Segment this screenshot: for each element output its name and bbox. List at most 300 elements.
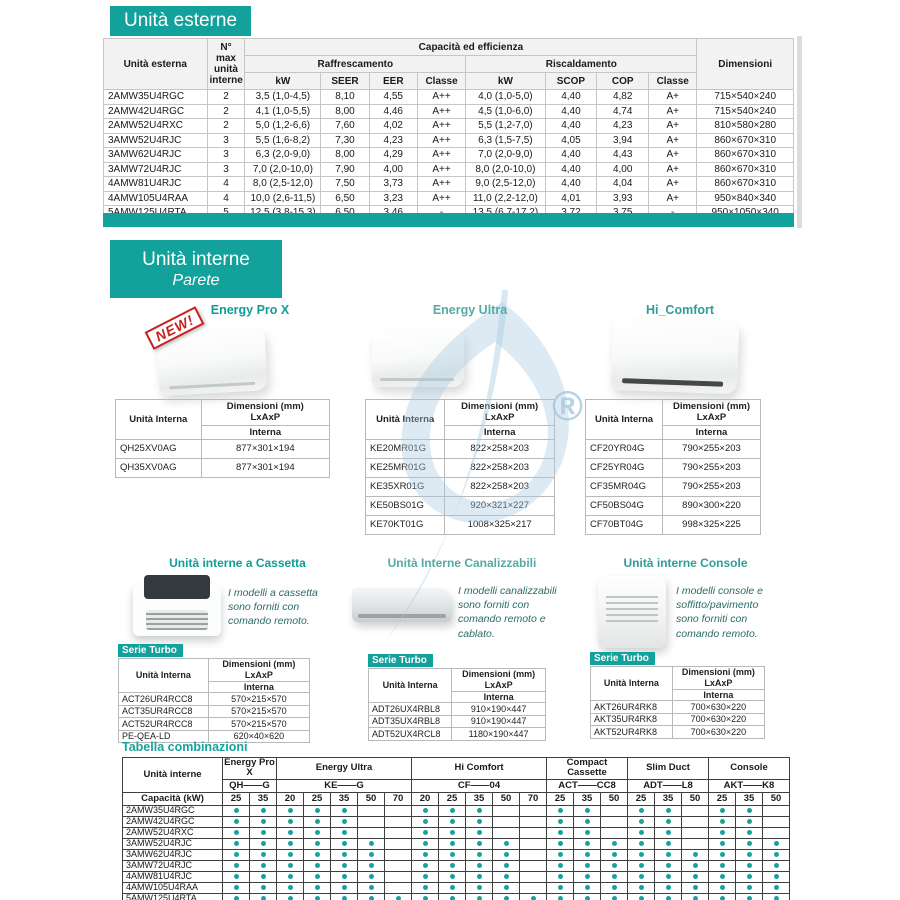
combo-cell <box>736 838 763 849</box>
table-row <box>586 497 761 516</box>
combo-cell <box>601 827 628 838</box>
compat-dot <box>261 830 266 835</box>
compat-dot <box>639 863 644 868</box>
dim-line1: Dimensioni (mm) <box>672 401 751 412</box>
table-cell: 3,73 <box>369 177 417 192</box>
compat-dot <box>369 841 374 846</box>
compat-dot <box>261 808 266 813</box>
compat-dot <box>261 841 266 846</box>
unit-col-header: Unità Interna <box>116 400 202 440</box>
console-table-body <box>591 701 765 739</box>
table-footer-bar <box>103 213 794 227</box>
combo-cell <box>655 893 682 900</box>
cassette-grille <box>146 610 208 630</box>
table-cell: 877×301×194 <box>201 440 329 459</box>
combo-cell <box>277 816 304 827</box>
table-row <box>366 440 555 459</box>
combo-cell <box>655 882 682 893</box>
combo-capacity-col: 50 <box>358 792 385 805</box>
table-cell: 3AMW52U4RJC <box>104 133 208 148</box>
table-row <box>586 516 761 535</box>
combo-cell <box>358 827 385 838</box>
combo-cell <box>736 827 763 838</box>
combo-cell <box>547 871 574 882</box>
table-cell: 822×258×203 <box>445 478 555 497</box>
combo-cell <box>736 882 763 893</box>
compat-dot <box>747 841 752 846</box>
table-cell: 2AMW52U4RXC <box>104 119 208 134</box>
table-cell: 11,0 (2,2-12,0) <box>466 191 545 206</box>
table-row <box>104 162 794 177</box>
combo-cell <box>682 893 709 900</box>
table-cell: AKT52UR4RK8 <box>591 726 673 739</box>
combo-row <box>123 849 790 860</box>
heating-group-header: Riscaldamento <box>466 56 697 73</box>
compat-dot <box>747 852 752 857</box>
table-row <box>369 715 546 728</box>
compat-dot <box>477 841 482 846</box>
cassette-table <box>118 658 310 743</box>
col-classe-heating: Classe <box>649 73 697 90</box>
combo-capacity-col: 50 <box>601 792 628 805</box>
table-cell: 3,93 <box>597 191 649 206</box>
compat-dot <box>693 863 698 868</box>
indoor-title-line2: Parete <box>172 271 220 289</box>
combo-cell <box>763 816 790 827</box>
energy-ultra-body <box>366 440 555 535</box>
compat-dot <box>558 819 563 824</box>
compat-dot <box>369 852 374 857</box>
table-cell: 5,5 (1,6-8,2) <box>245 133 321 148</box>
compat-dot <box>747 830 752 835</box>
dim-line1: Dimensioni (mm) <box>681 667 755 677</box>
combo-header-row <box>123 792 790 805</box>
compat-dot <box>477 808 482 813</box>
compat-dot <box>666 874 671 879</box>
combo-cell <box>547 849 574 860</box>
table-cell: 2AMW35U4RGC <box>104 90 208 105</box>
combo-cell <box>412 893 439 900</box>
combo-cell <box>439 816 466 827</box>
console-unit-image <box>598 576 666 648</box>
combo-cell <box>655 805 682 816</box>
table-row <box>116 459 330 478</box>
combo-cell <box>412 849 439 860</box>
combo-row <box>123 827 790 838</box>
compat-dot <box>342 808 347 813</box>
table-cell: ACT26UR4RCC8 <box>119 693 209 706</box>
compat-dot <box>639 841 644 846</box>
compat-dot <box>234 896 239 900</box>
compat-dot <box>774 885 779 890</box>
table-cell: 790×255×203 <box>663 440 761 459</box>
combo-cell <box>709 871 736 882</box>
compat-dot <box>423 863 428 868</box>
table-cell: 5,5 (1,2-7,0) <box>466 119 545 134</box>
combo-cell <box>736 860 763 871</box>
combo-cell <box>601 882 628 893</box>
col-kw-cooling: kW <box>245 73 321 90</box>
compat-dot <box>288 841 293 846</box>
combo-cell <box>385 871 412 882</box>
combo-group-code: QH——G <box>223 779 277 792</box>
cassette-serie-label: Serie Turbo <box>118 644 183 657</box>
dim-line2: LxAxP <box>484 679 513 690</box>
table-cell: CF25YR04G <box>586 459 663 478</box>
combo-group-name: Compact Cassette <box>547 758 628 780</box>
table-cell: 4 <box>207 191 245 206</box>
table-row <box>104 119 794 134</box>
compat-dot <box>747 808 752 813</box>
table-row <box>104 177 794 192</box>
compat-dot <box>612 885 617 890</box>
combo-cell <box>493 805 520 816</box>
header-row <box>119 659 310 682</box>
table-cell: 8,10 <box>321 90 369 105</box>
combo-cell <box>358 805 385 816</box>
compat-dot <box>315 863 320 868</box>
compat-dot <box>315 874 320 879</box>
table-cell: 822×258×203 <box>445 459 555 478</box>
table-cell: CF50BS04G <box>586 497 663 516</box>
table-row <box>119 718 310 731</box>
table-cell: A++ <box>417 148 465 163</box>
table-cell: 4,40 <box>545 90 597 105</box>
table-cell: 920×321×227 <box>445 497 555 516</box>
table-cell: QH35XV0AG <box>116 459 202 478</box>
col-nmax-header: N° max unità interne <box>207 39 245 90</box>
table-row <box>104 133 794 148</box>
combo-cell <box>223 805 250 816</box>
table-cell: 8,00 <box>321 104 369 119</box>
combo-cell <box>709 827 736 838</box>
registered-mark: ® <box>552 382 583 429</box>
table-cell: ADT52UX4RCL8 <box>369 728 452 741</box>
combo-cell <box>682 838 709 849</box>
compat-dot <box>450 808 455 813</box>
ducted-section-title: Unità Interne Canalizzabili <box>387 556 537 570</box>
table-cell: KE25MR01G <box>366 459 445 478</box>
combo-cell <box>277 871 304 882</box>
compat-dot <box>720 819 725 824</box>
combo-cell <box>412 827 439 838</box>
table-row <box>586 440 761 459</box>
hi-comfort-unit-image <box>611 318 739 394</box>
compat-dot <box>234 830 239 835</box>
indoor-units-title <box>110 240 282 298</box>
interna-subheader: Interna <box>445 425 555 439</box>
table-cell: AKT26UR4RK8 <box>591 701 673 714</box>
compat-dot <box>693 852 698 857</box>
combo-cell <box>709 860 736 871</box>
table-cell: 570×215×570 <box>208 693 309 706</box>
table-cell: 700×630×220 <box>672 713 764 726</box>
compat-dot <box>558 830 563 835</box>
compat-dot <box>450 852 455 857</box>
compat-dot <box>612 874 617 879</box>
compat-dot <box>693 896 698 900</box>
compat-dot <box>342 841 347 846</box>
combo-capacity-header: Capacità (kW) <box>123 792 223 805</box>
combo-cell <box>439 827 466 838</box>
combo-group-name: Hi Comfort <box>412 758 547 780</box>
compat-dot <box>423 874 428 879</box>
table-cell: A++ <box>417 119 465 134</box>
combo-capacity-col: 35 <box>655 792 682 805</box>
combo-group-code: KE——G <box>277 779 412 792</box>
compat-dot <box>747 863 752 868</box>
table-cell: 998×325×225 <box>663 516 761 535</box>
combo-cell <box>439 860 466 871</box>
table-cell: 700×630×220 <box>672 726 764 739</box>
combo-cell <box>331 849 358 860</box>
compat-dot <box>423 885 428 890</box>
combo-model: 3AMW52U4RJC <box>123 838 223 849</box>
combo-cell <box>304 871 331 882</box>
combo-cell <box>358 893 385 900</box>
compat-dot <box>666 841 671 846</box>
combo-cell <box>520 882 547 893</box>
compat-dot <box>369 885 374 890</box>
table-row <box>104 90 794 105</box>
combo-model: 5AMW125U4RTA <box>123 893 223 900</box>
unit-col-header: Unità Interna <box>119 659 209 693</box>
combo-cell <box>628 805 655 816</box>
compat-dot <box>261 863 266 868</box>
combo-units-header: Unità interne <box>123 758 223 793</box>
combo-cell <box>574 882 601 893</box>
combo-cell <box>574 871 601 882</box>
compat-dot <box>342 819 347 824</box>
combo-cell <box>601 838 628 849</box>
table-row <box>586 478 761 497</box>
table-cell: 7,30 <box>321 133 369 148</box>
table-cell: PE-QEA-LD <box>119 730 209 743</box>
table-cell: 910×190×447 <box>452 703 546 716</box>
combo-model: 2AMW52U4RXC <box>123 827 223 838</box>
dim-col-header <box>208 659 309 682</box>
combo-cell <box>709 849 736 860</box>
compat-dot <box>477 885 482 890</box>
combo-group-name: Console <box>709 758 790 780</box>
compat-dot <box>558 841 563 846</box>
table-row <box>119 705 310 718</box>
combo-cell <box>331 893 358 900</box>
combo-cell <box>574 838 601 849</box>
table-cell: 4,40 <box>545 162 597 177</box>
compat-dot <box>720 874 725 879</box>
combo-cell <box>628 860 655 871</box>
compat-dot <box>612 896 617 900</box>
combo-cell <box>574 805 601 816</box>
combo-cell <box>493 860 520 871</box>
combo-capacity-col: 35 <box>331 792 358 805</box>
combo-cell <box>331 860 358 871</box>
combo-cell <box>331 871 358 882</box>
table-cell: A+ <box>649 133 697 148</box>
combo-capacity-col: 50 <box>682 792 709 805</box>
combo-cell <box>466 849 493 860</box>
dim-col-header <box>452 669 546 692</box>
compat-dot <box>288 896 293 900</box>
header-row <box>116 400 330 426</box>
compat-dot <box>261 885 266 890</box>
compat-dot <box>261 852 266 857</box>
outdoor-header-row <box>104 39 794 56</box>
compat-dot <box>288 830 293 835</box>
combo-row <box>123 893 790 900</box>
combo-cell <box>358 849 385 860</box>
combo-cell <box>493 838 520 849</box>
compat-dot <box>666 896 671 900</box>
combo-cell <box>223 860 250 871</box>
combo-cell <box>520 827 547 838</box>
combo-cell <box>277 805 304 816</box>
combo-cell <box>520 849 547 860</box>
dim-line1: Dimensioni (mm) <box>226 401 304 412</box>
combo-cell <box>574 893 601 900</box>
compat-dot <box>450 874 455 879</box>
table-cell: A++ <box>417 104 465 119</box>
unit-col-header: Unità Interna <box>586 400 663 440</box>
combo-capacity-col: 50 <box>493 792 520 805</box>
combo-cell <box>628 882 655 893</box>
combo-cell <box>682 816 709 827</box>
combo-cell <box>655 849 682 860</box>
table-cell: 8,0 (2,0-10,0) <box>466 162 545 177</box>
table-cell: 7,60 <box>321 119 369 134</box>
combo-cell <box>250 816 277 827</box>
combo-cell <box>682 849 709 860</box>
combo-header-row <box>123 758 790 780</box>
table-cell: 4AMW105U4RAA <box>104 191 208 206</box>
combo-cell <box>358 838 385 849</box>
combo-cell <box>736 893 763 900</box>
compat-dot <box>315 830 320 835</box>
table-cell: A++ <box>417 191 465 206</box>
combo-cell <box>574 849 601 860</box>
compat-dot <box>504 863 509 868</box>
compat-dot <box>288 885 293 890</box>
interna-subheader: Interna <box>452 691 546 703</box>
compat-dot <box>288 863 293 868</box>
product-title-hi-comfort: Hi_Comfort <box>645 303 715 317</box>
combo-cell <box>574 816 601 827</box>
header-row <box>366 400 555 426</box>
combo-cell <box>520 838 547 849</box>
combo-cell <box>601 860 628 871</box>
compat-dot <box>504 885 509 890</box>
compat-dot <box>315 852 320 857</box>
combo-cell <box>304 882 331 893</box>
combo-cell <box>412 871 439 882</box>
table-cell: 7,0 (2,0-9,0) <box>466 148 545 163</box>
unit-col-header: Unità Interna <box>591 667 673 701</box>
combo-cell <box>493 893 520 900</box>
combo-cell <box>736 805 763 816</box>
table-cell: 2 <box>207 119 245 134</box>
table-row <box>366 516 555 535</box>
combo-cell <box>385 849 412 860</box>
table-row <box>591 726 765 739</box>
compat-dot <box>504 896 509 900</box>
dim-col-header <box>445 400 555 426</box>
indoor-title-line1: Unità interne <box>142 248 250 270</box>
table-row <box>104 148 794 163</box>
table-cell: 4,74 <box>597 104 649 119</box>
combo-cell <box>223 849 250 860</box>
combo-model: 4AMW105U4RAA <box>123 882 223 893</box>
combo-cell <box>223 827 250 838</box>
dim-line2: LxAxP <box>696 412 727 424</box>
combo-cell <box>223 871 250 882</box>
combo-capacity-col: 25 <box>709 792 736 805</box>
unit-col-header: Unità Interna <box>369 669 452 703</box>
combo-cell <box>682 827 709 838</box>
energy-pro-x-table <box>115 399 330 478</box>
compat-dot <box>450 885 455 890</box>
cassette-section-title: Unità interne a Cassetta <box>169 556 306 570</box>
dim-line2: LxAxP <box>244 669 273 680</box>
table-cell: 700×630×220 <box>672 701 764 714</box>
compat-dot <box>423 830 428 835</box>
compat-dot <box>450 896 455 900</box>
table-cell: 810×580×280 <box>697 119 794 134</box>
ducted-serie-label: Serie Turbo <box>368 654 433 667</box>
compat-dot <box>477 874 482 879</box>
combo-cell <box>493 849 520 860</box>
combo-cell <box>520 860 547 871</box>
compat-dot <box>639 830 644 835</box>
combo-cell <box>709 805 736 816</box>
table-cell: 860×670×310 <box>697 177 794 192</box>
table-cell: 4,23 <box>369 133 417 148</box>
compat-dot <box>423 819 428 824</box>
table-cell: A++ <box>417 162 465 177</box>
compat-dot <box>666 819 671 824</box>
combo-row <box>123 805 790 816</box>
combo-cell <box>628 871 655 882</box>
ducted-unit-image <box>352 588 452 622</box>
dim-line2: LxAxP <box>250 412 281 424</box>
combo-cell <box>331 805 358 816</box>
combo-cell <box>250 827 277 838</box>
combo-cell <box>709 816 736 827</box>
combo-cell <box>709 893 736 900</box>
dim-col-header <box>672 667 764 690</box>
table-row <box>591 701 765 714</box>
compat-dot <box>504 852 509 857</box>
combo-cell <box>493 827 520 838</box>
table-cell: 10,0 (2,6-11,5) <box>245 191 321 206</box>
table-cell: KE35XR01G <box>366 478 445 497</box>
table-cell: 4,46 <box>369 104 417 119</box>
table-row <box>366 478 555 497</box>
combo-cell <box>439 893 466 900</box>
compat-dot <box>747 819 752 824</box>
combo-cell <box>763 805 790 816</box>
combo-cell <box>601 805 628 816</box>
compat-dot <box>342 874 347 879</box>
table-cell: 890×300×220 <box>663 497 761 516</box>
combo-cell <box>223 893 250 900</box>
combo-cell <box>439 849 466 860</box>
table-cell: 4,23 <box>597 119 649 134</box>
compat-dot <box>585 830 590 835</box>
combo-cell <box>520 816 547 827</box>
combo-cell <box>655 816 682 827</box>
combo-cell <box>547 816 574 827</box>
